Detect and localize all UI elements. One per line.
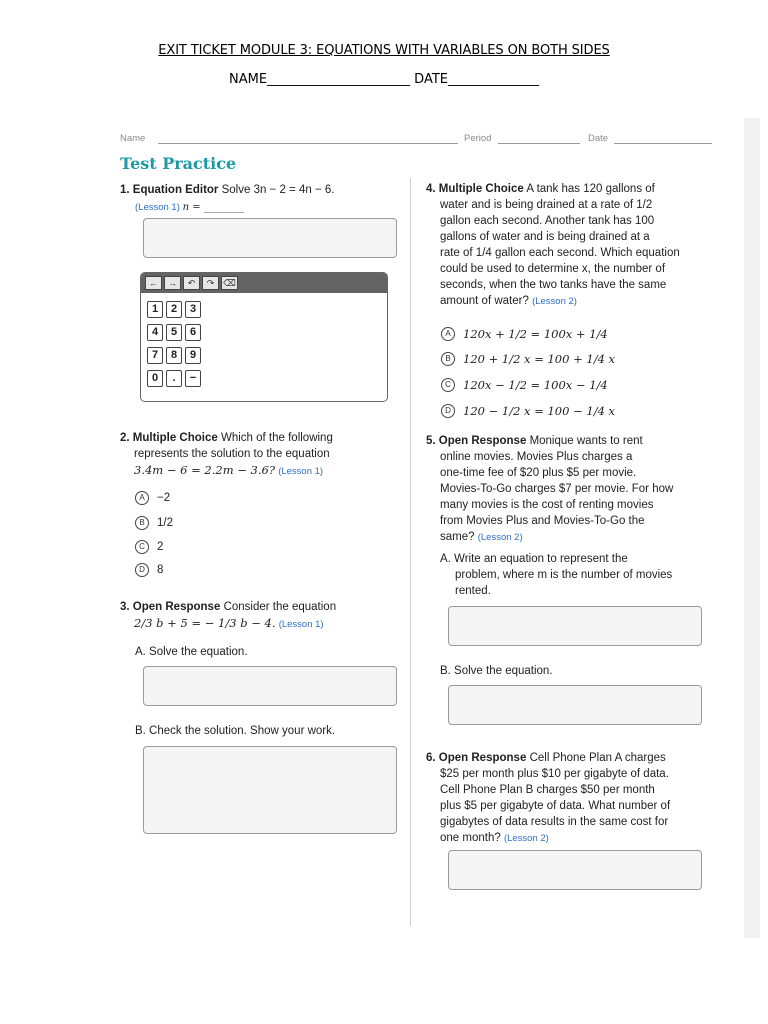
option-c-circle: C bbox=[135, 540, 149, 554]
right-arrow-button[interactable]: → bbox=[164, 276, 181, 290]
question-4: 4. Multiple Choice A tank has 120 gallons of water and is being drained at a rate of 1/2 gallon each second. Another tank has 100 gallons of water and is being drained at a rate of 1/4 gallon each second. Which equation could be used to determine x, the number of seconds, when the two tanks have the same amount of water? (Lesson 2) bbox=[426, 183, 680, 307]
key-7[interactable]: 7 bbox=[147, 347, 163, 364]
q5-part-b: B. Solve the equation. bbox=[440, 665, 553, 677]
key-0[interactable]: 0 bbox=[147, 370, 163, 387]
date-label: Date bbox=[588, 133, 609, 144]
option-a-circle: A bbox=[441, 327, 455, 341]
key-3[interactable]: 3 bbox=[185, 301, 201, 318]
left-arrow-button[interactable]: ← bbox=[145, 276, 162, 290]
q5-part-a: A. Write an equation to represent the problem, where m is the number of movies rented. bbox=[440, 553, 673, 597]
question-2: 2. Multiple Choice Which of the following represents the solution to the equation 3.4m − 6 = 2.2m − 3.6? (Lesson 1) bbox=[120, 432, 333, 477]
option-d-circle: D bbox=[135, 563, 149, 577]
question-5: 5. Open Response Monique wants to rent online movies. Movies Plus charges a one-time fee of $20 plus $5 per movie. Movies-To-Go charges $7 per movie. For how many movies is the cost of renting movies from Movies Plus and Movies-To-Go the same? (Lesson 2) bbox=[426, 435, 674, 543]
q5a-answer-box[interactable] bbox=[448, 606, 702, 646]
q3-part-a: A. Solve the equation. bbox=[135, 646, 248, 658]
q3b-answer-box[interactable] bbox=[143, 746, 397, 834]
key-4[interactable]: 4 bbox=[147, 324, 163, 341]
q1-answer-box[interactable] bbox=[143, 218, 397, 258]
name-date-line: NAME______________________ DATE______________ bbox=[228, 72, 539, 87]
q3a-answer-box[interactable] bbox=[143, 666, 397, 706]
key-minus[interactable]: − bbox=[185, 370, 201, 387]
key-1[interactable]: 1 bbox=[147, 301, 163, 318]
key-6[interactable]: 6 bbox=[185, 324, 201, 341]
editor-toolbar bbox=[141, 273, 387, 293]
period-label: Period bbox=[464, 133, 492, 144]
key-8[interactable]: 8 bbox=[166, 347, 182, 364]
test-practice-title: Test Practice bbox=[120, 154, 237, 173]
key-decimal[interactable]: . bbox=[166, 370, 182, 387]
column-divider bbox=[410, 178, 411, 926]
q5b-answer-box[interactable] bbox=[448, 685, 702, 725]
name-line bbox=[158, 143, 458, 144]
equation-editor bbox=[140, 272, 388, 402]
option-b-circle: B bbox=[441, 352, 455, 366]
option-b-circle: B bbox=[135, 516, 149, 530]
key-5[interactable]: 5 bbox=[166, 324, 182, 341]
worksheet-name-bar bbox=[120, 133, 705, 147]
key-2[interactable]: 2 bbox=[166, 301, 182, 318]
name-label: Name bbox=[120, 133, 146, 144]
worksheet-scan: Name Period Date Test Practice 1. Equation Editor Solve 3n − 2 = 4n − 6. (Lesson 1) n = ________ ← → ↶ ↷ ⌫ 1 2 3 4 5 6 7 8 9 0 . − 2. Multiple Choice Which of the following represents the solution to the equation 3.4m − 6 = 2.2m − 3.6? (Lesson 1) A −2 B 1/2 C 2 D 8 3. Open Response Consider the equation 2/3 b + 5 = − 1/3 b − 4. (Lesson 1) A. Solve the equation. B. Check the solution. Show your work. 4. Multiple Choice A tank has 120 gallons of water and is being drained at a rate of 1/2 gallon each second. Another tank has 100 gallons of water and is being drained at a rate of 1/4 gallon each second. Which equation could be used to determine x, the number of seconds, when the two tanks have the same amount of water? (Lesson 2) A 120x + 1/2 = 100x + 1/4 B 120 + 1/2 x = 100 + 1/4 x C 120x − 1/2 = 100x − 1/4 D 120 − 1/2 x = 100 − 1/4 x 5. Open Response Monique wants to rent online movies. Movies Plus charges a one-time fee of $20 plus $5 per movie. Movies-To-Go charges $7 per movie. For how many movies is the cost of renting movies from Movies Plus and Movies-To-Go the same? (Lesson 2) A. Write an equation to represent the problem, where m is the number of movies rented. B. Solve the equation. 6. Open Response Cell Phone Plan A charges $25 per month plus $10 per gigabyte of data. Cell Phone Plan B charges $50 per month plus $5 per gigabyte of data. What number of gigabytes of data results in the same cost for one month? (Lesson 2) bbox=[110, 118, 760, 938]
period-line bbox=[498, 143, 580, 144]
question-1: 1. Equation Editor Solve 3n − 2 = 4n − 6. bbox=[120, 184, 335, 196]
date-line bbox=[614, 143, 712, 144]
option-d-circle: D bbox=[441, 404, 455, 418]
exit-ticket-title: EXIT TICKET MODULE 3: EQUATIONS WITH VARIABLES ON BOTH SIDES bbox=[158, 43, 610, 58]
key-9[interactable]: 9 bbox=[185, 347, 201, 364]
q1-lesson-answer: (Lesson 1) n = ________ bbox=[135, 202, 244, 213]
question-6: 6. Open Response Cell Phone Plan A charges $25 per month plus $10 per gigabyte of data. Cell Phone Plan B charges $50 per month plus $5 per gigabyte of data. What number of gigabytes of data results in the same cost for one month? (Lesson 2) bbox=[426, 752, 671, 844]
redo-button[interactable]: ↷ bbox=[202, 276, 219, 290]
scan-edge-shadow bbox=[744, 118, 760, 938]
option-a-circle: A bbox=[135, 491, 149, 505]
q6-answer-box[interactable] bbox=[448, 850, 702, 890]
option-c-circle: C bbox=[441, 378, 455, 392]
undo-button[interactable]: ↶ bbox=[183, 276, 200, 290]
q3-part-b: B. Check the solution. Show your work. bbox=[135, 725, 336, 737]
question-3: 3. Open Response Consider the equation 2/3 b + 5 = − 1/3 b − 4. (Lesson 1) bbox=[120, 601, 337, 630]
backspace-button[interactable]: ⌫ bbox=[221, 276, 238, 290]
